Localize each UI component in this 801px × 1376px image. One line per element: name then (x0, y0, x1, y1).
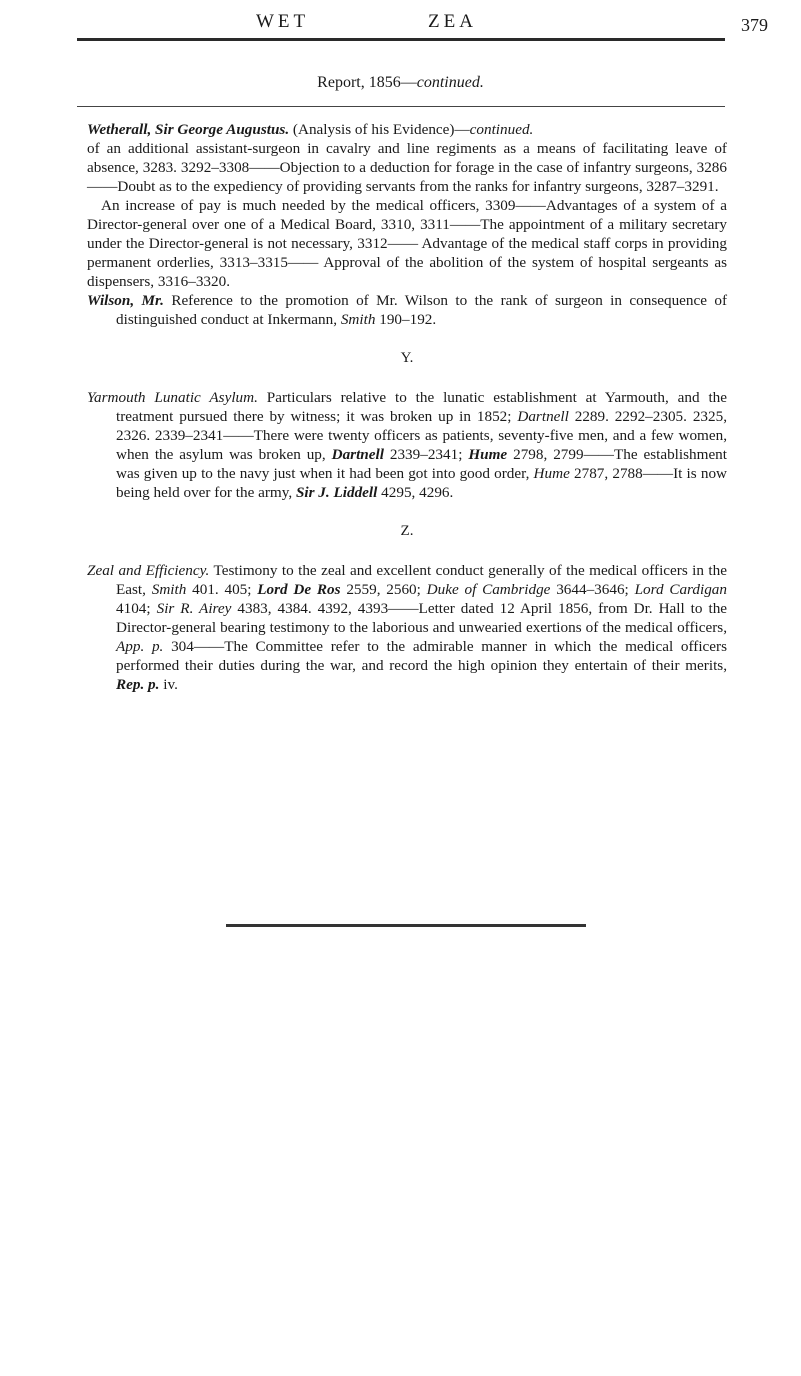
entry-name: Yarmouth Lunatic Asylum. (87, 389, 258, 406)
index-entry-zeal (87, 561, 727, 694)
running-head (0, 11, 801, 37)
entry-ref: Sir R. Airey (156, 600, 232, 617)
entry-ref: Duke of Cambridge (426, 581, 551, 598)
entry-ref: Rep. p. (116, 676, 160, 693)
entry-text: 4104; (116, 600, 151, 617)
entry-paragraph: of an additional assistant-surgeon in cavalry and line regiments as a means of facilitating leave of absence, 3283. 3292–3308——Objection to a deduction for forage in the case of infantry surgeons, 3286——Doubt as to the expediency of providing servants from the ranks for infantry surgeons, 3287–3291. (87, 140, 727, 195)
entry-text: 4295, 4296. (381, 484, 454, 501)
entry-ref: Dartnell (331, 446, 384, 463)
entry-ref: Smith (151, 581, 187, 598)
section-letter-z: Z. (400, 523, 414, 539)
entry-text: Testimony to the zeal and excellent conduct generally of the medical officers in the East, (116, 562, 727, 598)
entry-ref: Dartnell (517, 408, 569, 425)
entry-text: Reference to the promotion of Mr. Wilson to the rank of surgeon in consequence of distinguished conduct at Inkermann, (116, 292, 728, 328)
entry-ref: Sir J. Liddell (295, 484, 378, 501)
entry-text: 2339–2341; (389, 446, 463, 463)
entry-name: Zeal and Efficiency. (87, 562, 210, 579)
entry-text: 304——The Committee refer to the admirable manner in which the medical officers performed their duties during the war, and record the high opinion they entertain of their merits, (116, 638, 727, 674)
index-entry-wetherall (87, 120, 727, 139)
entry-name: Wilson, Mr. (87, 292, 164, 309)
entry-text: 2798, 2799——The establishment was given up to the navy just when it had been got into good order, (116, 446, 727, 482)
subheading-italic: continued. (416, 74, 484, 91)
entry-text: 401. 405; (192, 581, 252, 598)
index-entry-yarmouth (87, 388, 727, 502)
entry-ref: Hume (533, 465, 570, 482)
entry-text: iv. (163, 676, 178, 693)
entry-intro-italic: continued. (469, 121, 534, 138)
entry-ref: Lord Cardigan (634, 581, 727, 598)
section-letter-y: Y. (400, 350, 414, 366)
header-right: ZEA (428, 11, 477, 32)
subheading-rule (77, 106, 725, 107)
subheading-text: Report, 1856— (317, 74, 417, 91)
page-number: 379 (741, 15, 768, 35)
entry-text: 3644–3646; (556, 581, 629, 598)
index-content (87, 120, 727, 694)
entry-paragraph: An increase of pay is much needed by the medical officers, 3309——Advantages of a system of a Director-general over one of a Medical Board, 3310, 3311——The appointment of a military secretary under the Director-general is not necessary, 3312—— Advantage of the medical staff corps in providing permanent orderlies, 3313–3315—— Approval of the abolition of the system of hospital sergeants as dispensers, 3316–3320. (87, 197, 727, 290)
entry-ref: App. p. (116, 638, 164, 655)
index-entry-wilson (87, 291, 727, 329)
entry-tail: 190–192. (379, 311, 437, 328)
entry-text: 2289. 2292–2305. 2325, 2326. 2339–2341——There were twenty officers as patients, seventy-five men, and a few women, when the asylum was broken up, (116, 408, 727, 463)
entry-intro: (Analysis of his Evidence)— (292, 121, 470, 138)
header-rule (77, 38, 725, 41)
entry-ref: Hume (468, 446, 508, 463)
subheading (0, 74, 801, 92)
entry-text: Particulars relative to the lunatic establishment at Yarmouth, and the treatment pursued there by witness; it was broken up in 1852; (116, 389, 728, 425)
entry-text: 2787, 2788——It is now being held over for the army, (116, 465, 727, 501)
entry-ref: Smith (340, 311, 376, 328)
entry-text: 2559, 2560; (346, 581, 421, 598)
end-rule (226, 924, 586, 927)
entry-name: Wetherall, Sir George Augustus. (87, 121, 290, 138)
entry-ref: Lord De Ros (257, 581, 341, 598)
entry-text: 4383, 4384. 4392, 4393——Letter dated 12 April 1856, from Dr. Hall to the Director-general bearing testimony to the laborious and unwearied exertions of the medical officers, (116, 600, 728, 636)
header-left: WET (256, 11, 310, 32)
